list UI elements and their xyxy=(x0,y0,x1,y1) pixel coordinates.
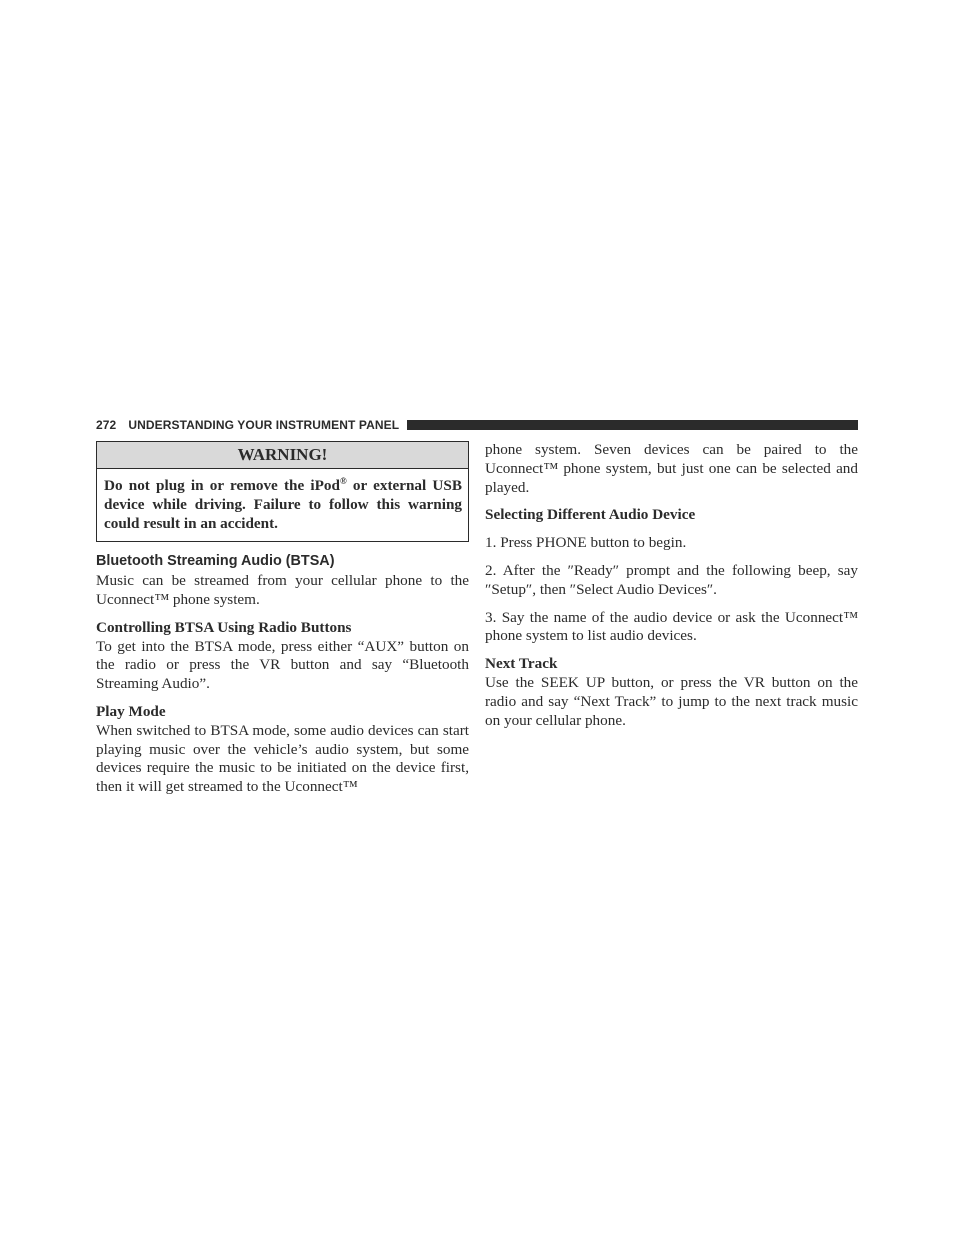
heading-next-track: Next Track xyxy=(485,655,558,673)
warning-title: WARNING! xyxy=(97,442,468,469)
play-mode-paragraph: When switched to BTSA mode, some audio devices can start playing music over the vehicle’s audio system, but some devices require the music to be initiated on the device first, then it will get streamed to the Uconnect™ xyxy=(96,721,469,796)
warning-box xyxy=(96,441,469,542)
spacer xyxy=(485,553,858,562)
header-rule xyxy=(407,420,858,430)
page-header xyxy=(96,417,858,433)
heading-controlling-btsa: Controlling BTSA Using Radio Buttons xyxy=(96,618,352,636)
page-number: 272 xyxy=(96,418,117,432)
continued-paragraph: phone system. Seven devices can be paired to the Uconnect™ phone system, but just one can be selected and played. xyxy=(485,441,858,496)
btsa-paragraph: Music can be streamed from your cellular phone to the Uconnect™ phone system. xyxy=(96,572,469,608)
spacer xyxy=(485,600,858,609)
heading-play-mode: Play Mode xyxy=(96,702,166,720)
left-column xyxy=(96,441,469,797)
heading-selecting-audio-device: Selecting Different Audio Device xyxy=(485,506,696,524)
step-2: 2. After the ″Ready″ prompt and the following beep, say ″Setup″, then ″Select Audio Devices″. xyxy=(485,561,858,598)
section-title: UNDERSTANDING YOUR INSTRUMENT PANEL xyxy=(128,418,400,432)
step-1: 1. Press PHONE button to begin. xyxy=(485,534,687,552)
warning-text-part-2: or external USB device while driving. Failure to follow this warning could result in an accident. xyxy=(104,477,462,532)
warning-text-part-1: Do not plug in or remove the iPod xyxy=(104,477,340,494)
heading-bluetooth-streaming-audio: Bluetooth Streaming Audio (BTSA) xyxy=(96,553,335,570)
right-column xyxy=(485,441,858,730)
warning-text xyxy=(97,469,468,541)
next-track-paragraph: Use the SEEK UP button, or press the VR button on the radio and say “Next Track” to jump to the next track music on your cellular phone. xyxy=(485,673,858,729)
spacer xyxy=(485,525,858,534)
controlling-paragraph: To get into the BTSA mode, press either “AUX” button on the radio or press the VR button and say “Bluetooth Streaming Audio”. xyxy=(96,637,469,693)
registered-mark: ® xyxy=(339,475,347,486)
step-3: 3. Say the name of the audio device or ask the Uconnect™ phone system to list audio devices. xyxy=(485,608,858,645)
